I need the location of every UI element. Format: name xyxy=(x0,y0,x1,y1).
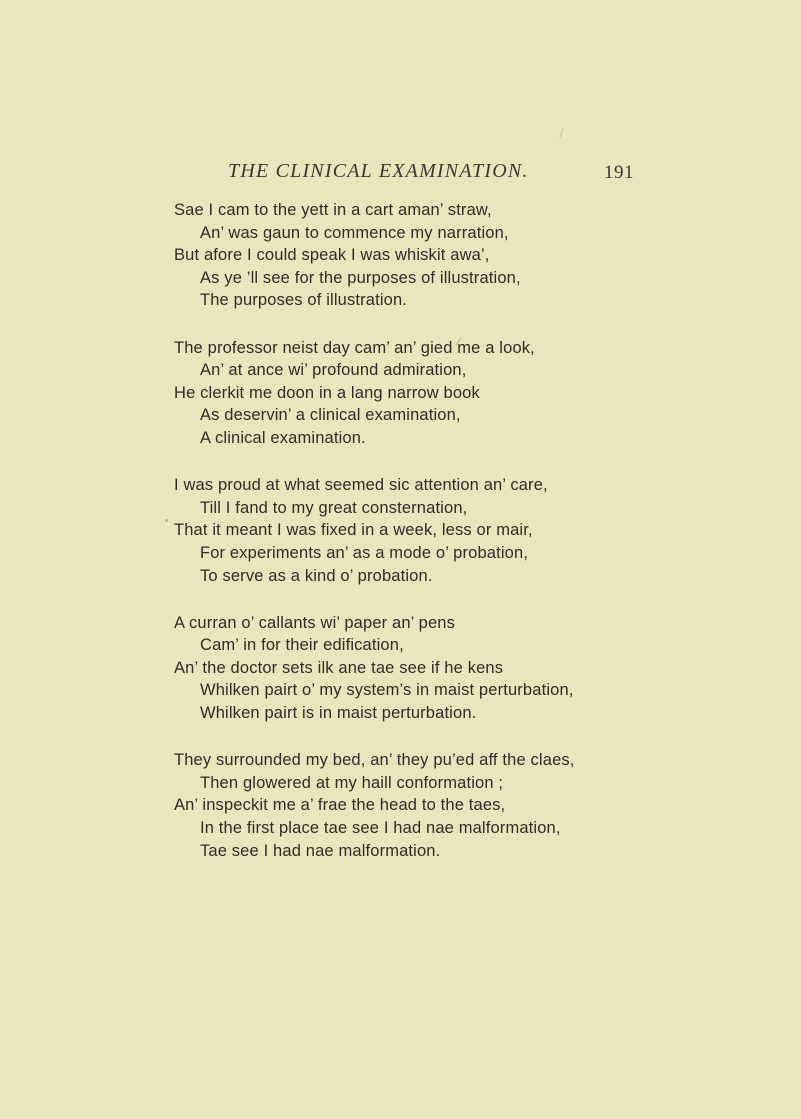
paper-mark xyxy=(165,519,168,522)
poem-line: Whilken pairt is in maist perturbation. xyxy=(200,704,477,723)
poem-line: But afore I could speak I was whiskit awa’, xyxy=(174,246,490,265)
poem-line: Tae see I had nae malformation. xyxy=(200,841,441,860)
poem-line: Sae I cam to the yett in a cart aman’ straw, xyxy=(174,201,492,219)
poem-line: In the first place tae see I had nae malformation, xyxy=(200,819,561,838)
poem-line: An’ inspeckit me a’ frae the head to the taes, xyxy=(174,796,506,815)
poem-body xyxy=(174,199,774,887)
poem-line: An’ at ance wi’ profound admiration, xyxy=(200,361,467,380)
running-title: THE CLINICAL EXAMINATION. xyxy=(228,160,529,182)
poem-line: An’ was gaun to commence my narration, xyxy=(200,223,509,242)
poem-line: The professor neist day cam’ an’ gied me a look, xyxy=(174,338,535,357)
stanza-3 xyxy=(174,474,774,587)
poem-line: A curran o’ callants wi’ paper an’ pens xyxy=(174,613,456,632)
poem-line: They surrounded my bed, an’ they pu’ed aff the claes, xyxy=(174,751,575,770)
poem-line: The purposes of illustration. xyxy=(200,291,408,310)
stanza-4 xyxy=(174,612,774,725)
poem-line: He clerkit me doon in a lang narrow book xyxy=(174,383,480,402)
poem-line: As deservin’ a clinical examination, xyxy=(200,406,461,425)
stanza-2 xyxy=(174,337,774,450)
poem-line: A clinical examination. xyxy=(200,428,366,447)
poem-line: I was proud at what seemed sic attention an’ care, xyxy=(174,476,548,495)
poem-line: Till I fand to my great consternation, xyxy=(200,498,468,517)
poem-line: An’ the doctor sets ilk ane tae see if he kens xyxy=(174,658,504,677)
poem-line: Cam’ in for their edification, xyxy=(200,636,404,655)
stanza-1 xyxy=(174,199,774,312)
poem-line: Whilken pairt o’ my system’s in maist perturbation, xyxy=(200,681,574,700)
poem-line: For experiments an’ as a mode o’ probation, xyxy=(200,543,529,562)
paper-mark xyxy=(559,128,563,138)
stanza-5 xyxy=(174,749,774,862)
poem-line: Then glowered at my haill conformation ; xyxy=(200,773,504,792)
running-head xyxy=(0,160,801,190)
poem-line: To serve as a kind o’ probation. xyxy=(200,566,433,585)
poem-line: That it meant I was fixed in a week, less or mair, xyxy=(174,521,533,540)
poem-line: As ye ’ll see for the purposes of illustration, xyxy=(200,268,521,287)
page-number: 191 xyxy=(604,162,634,183)
